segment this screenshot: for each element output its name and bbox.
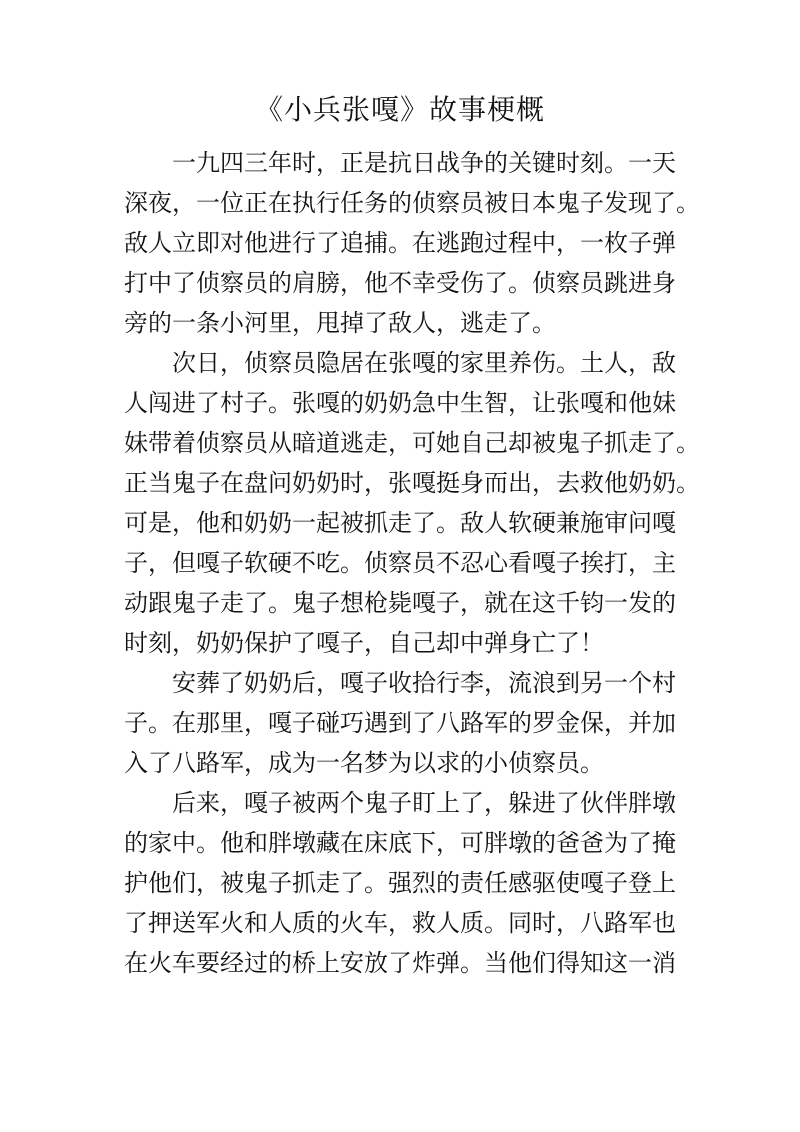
paragraph-line: 后来，嘎子被两个鬼子盯上了，躲进了伙伴胖墩: [172, 789, 676, 817]
paragraph-line: 人闯进了村子。张嘎的奶奶急中生智，让张嘎和他妹: [124, 389, 676, 417]
paragraph-line: 动跟鬼子走了。鬼子想枪毙嘎子，就在这千钧一发的: [124, 589, 676, 617]
paragraph-line: 敌人立即对他进行了追捕。在逃跑过程中，一枚子弹: [124, 229, 676, 257]
paragraph-line: 妹带着侦察员从暗道逃走，可她自己却被鬼子抓走了。: [124, 429, 700, 457]
paragraph-line: 子。在那里，嘎子碰巧遇到了八路军的罗金保，并加: [124, 709, 676, 737]
paragraph-line: 一九四三年时，正是抗日战争的关键时刻。一天: [172, 149, 676, 177]
paragraph-line: 次日，侦察员隐居在张嘎的家里养伤。土人，敌: [172, 349, 676, 377]
paragraph-line: 可是，他和奶奶一起被抓走了。敌人软硬兼施审问嘎: [124, 509, 676, 537]
paragraph-1: [124, 143, 700, 343]
paragraph-line: 时刻，奶奶保护了嘎子，自己却中弹身亡了！: [124, 629, 604, 657]
paragraph-line: 正当鬼子在盘问奶奶时，张嘎挺身而出，去救他奶奶。: [124, 469, 700, 497]
paragraph-line: 打中了侦察员的肩膀，他不幸受伤了。侦察员跳进身: [124, 269, 676, 297]
paragraph-3: [124, 663, 684, 783]
paragraph-line: 子，但嘎子软硬不吃。侦察员不忍心看嘎子挨打，主: [124, 549, 676, 577]
paragraph-line: 了押送军火和人质的火车，救人质。同时，八路军也: [124, 909, 676, 937]
paragraph-line: 护他们，被鬼子抓走了。强烈的责任感驱使嘎子登上: [124, 869, 676, 897]
paragraph-line: 深夜，一位正在执行任务的侦察员被日本鬼子发现了。: [124, 189, 700, 217]
page-title: 《小兵张嘎》故事梗概: [254, 93, 545, 126]
paragraph-line: 的家中。他和胖墩藏在床底下，可胖墩的爸爸为了掩: [124, 829, 676, 857]
paragraph-4: [124, 783, 684, 983]
paragraph-2: [124, 343, 700, 663]
paragraph-line: 旁的一条小河里，甩掉了敌人，逃走了。: [124, 309, 556, 337]
story-body: [124, 143, 700, 983]
paragraph-line: 安葬了奶奶后，嘎子收拾行李，流浪到另一个村: [172, 669, 676, 697]
paragraph-line: 在火车要经过的桥上安放了炸弹。当他们得知这一消: [124, 949, 676, 977]
paragraph-line: 入了八路军，成为一名梦为以求的小侦察员。: [124, 749, 604, 777]
